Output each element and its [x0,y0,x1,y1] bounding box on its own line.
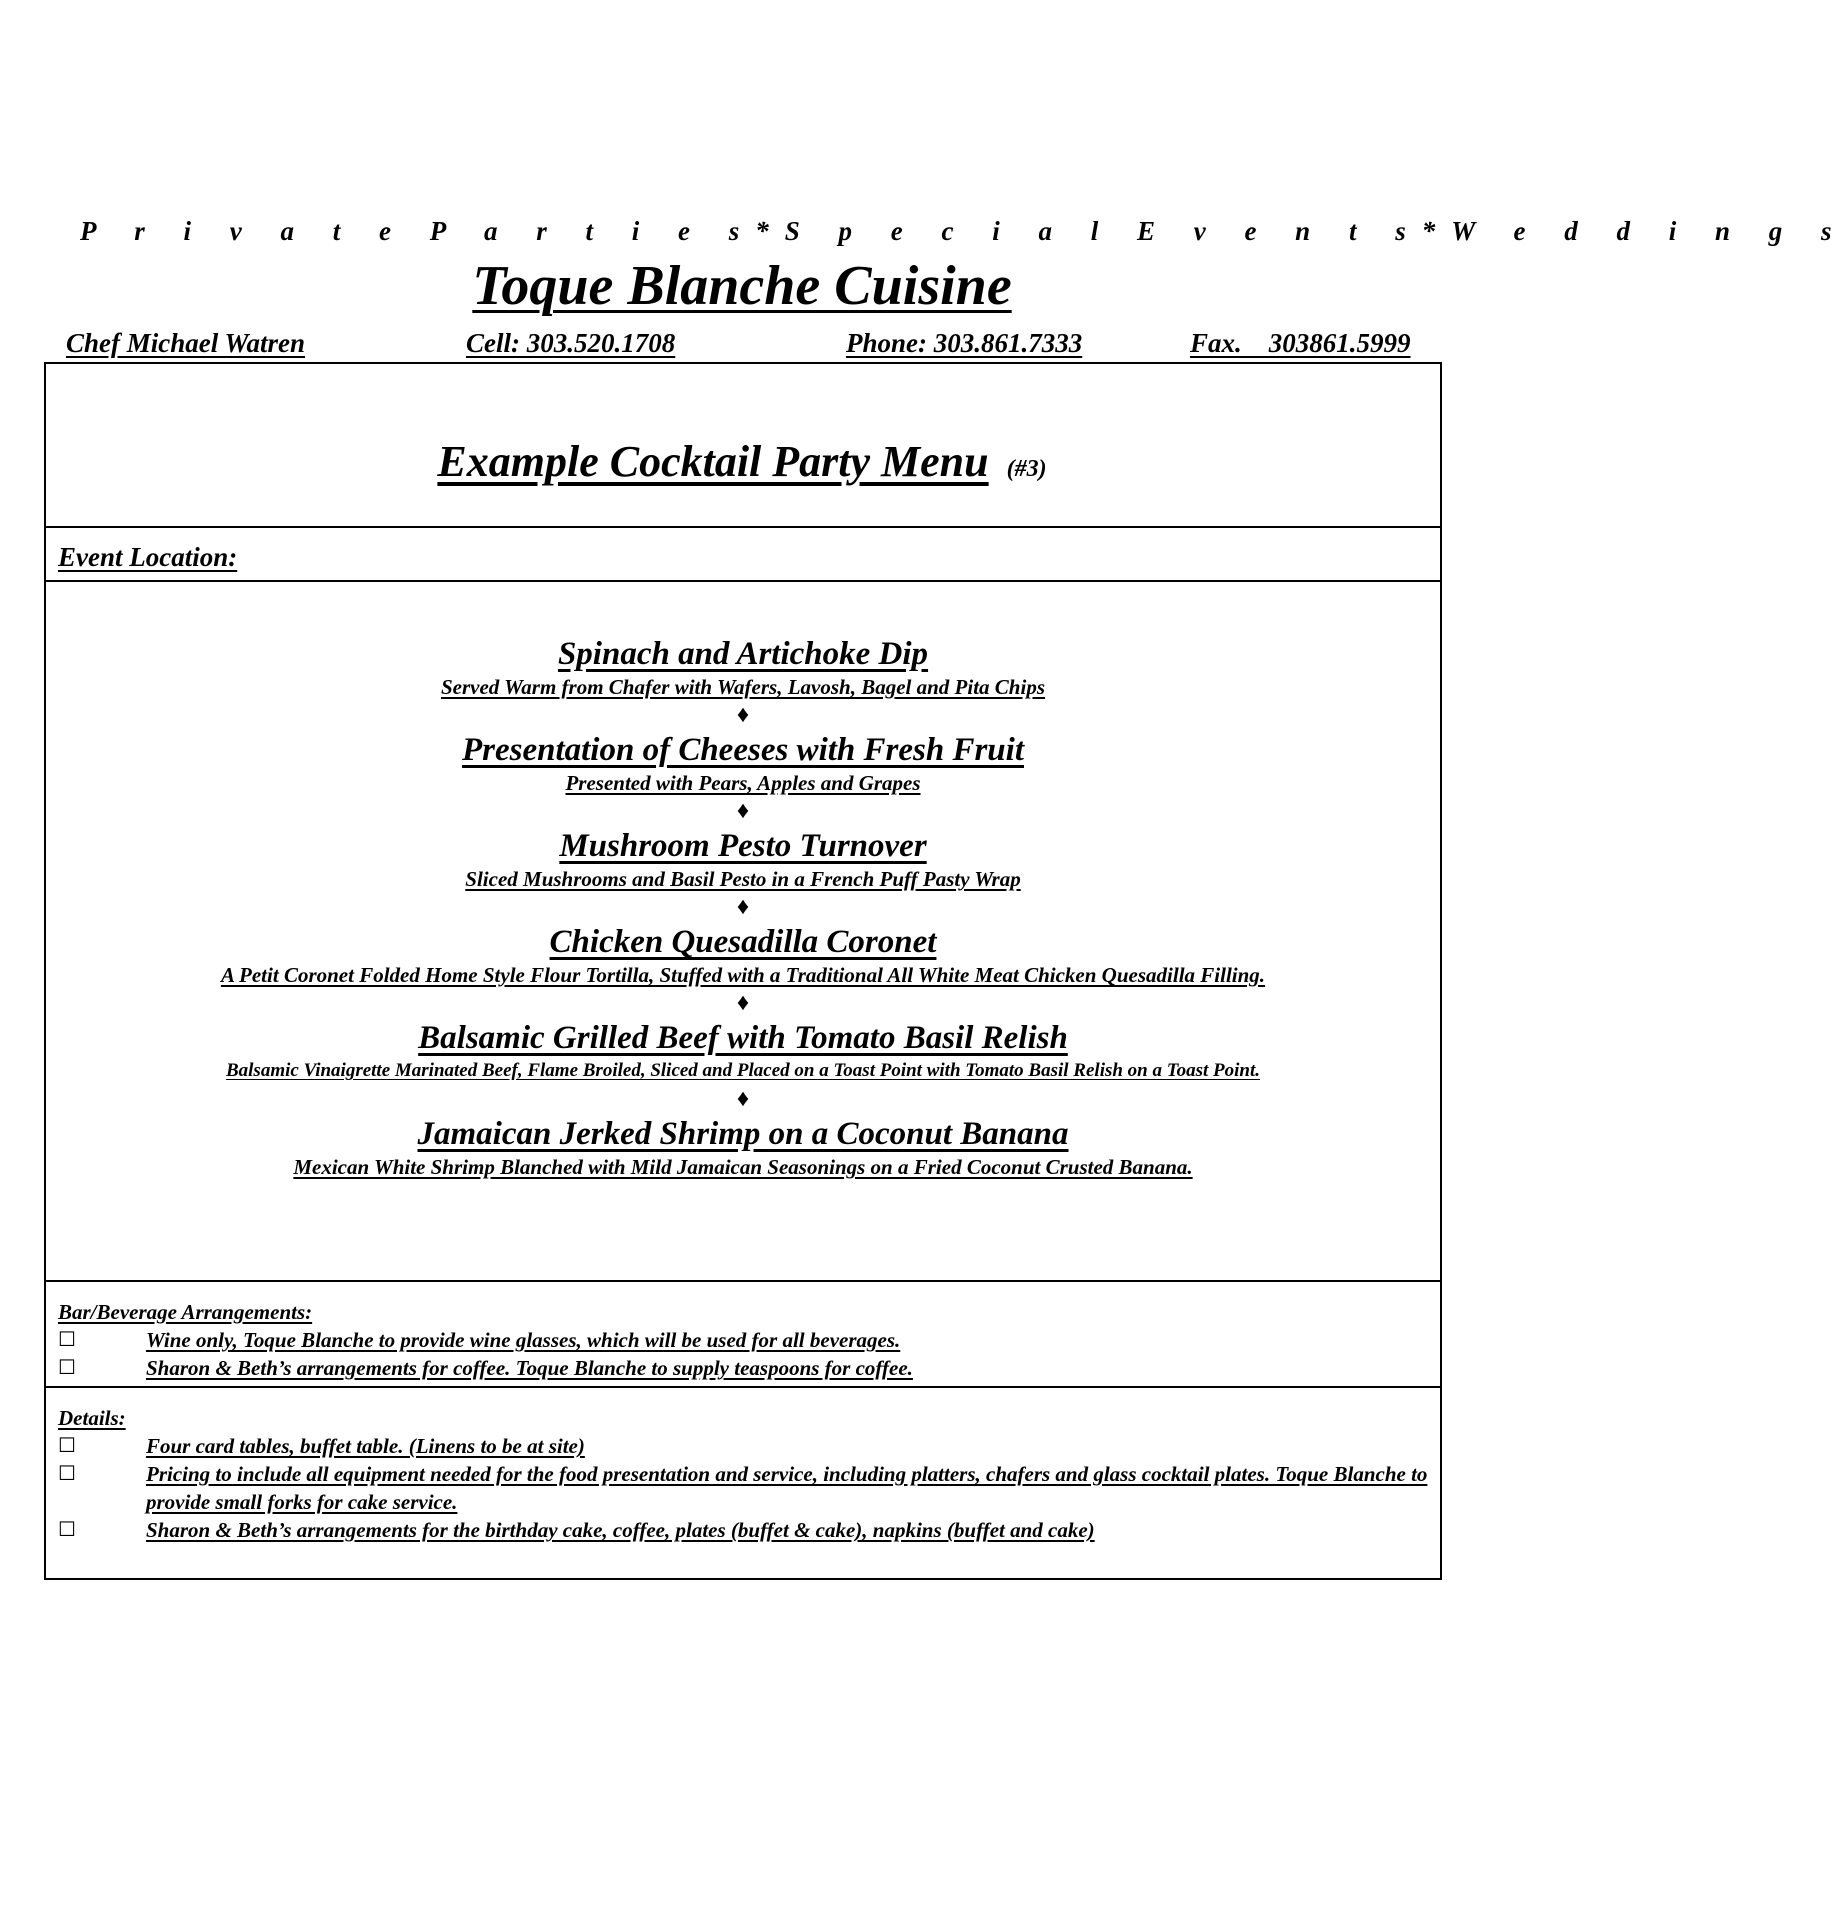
event-location-box [44,526,1442,582]
dish-description: Mexican White Shrimp Blanched with Mild Jamaican Seasonings on a Fried Coconut Crusted Banana. [293,1155,1193,1179]
list-item [58,1516,1428,1544]
contact-row [0,328,1484,364]
chef-name: Chef Michael Watren [66,328,306,358]
bar-section [58,1298,1428,1382]
checkbox-icon[interactable]: ☐ [58,1435,76,1457]
checkbox-icon[interactable]: ☐ [58,1329,76,1351]
tagline-private-parties: P r i v a t e P a r t i e s [80,216,756,246]
list-item [58,1432,1428,1460]
diamond-separator-icon: ♦ [736,798,750,824]
dish-description: Balsamic Vinaigrette Marinated Beef, Flame Broiled, Sliced and Placed on a Toast Point with Tomato Basil Relish on a Toast Point. [225,1060,1261,1081]
menu-title-text: Example Cocktail Party Menu [437,437,989,486]
checkbox-icon[interactable]: ☐ [58,1519,76,1541]
details-item-text: Pricing to include all equipment needed for the food presentation and service, including platters, chafers and glass cocktail plates. Toque Blanche to provide small forks for cake service. [146,1462,1428,1514]
checkbox-icon[interactable]: ☐ [58,1463,76,1485]
menu-title [0,436,1484,495]
dish-description: Presented with Pears, Apples and Grapes [565,771,921,795]
bar-heading: Bar/Beverage Arrangements: [58,1300,313,1324]
tagline [80,216,1848,247]
diamond-separator-icon: ♦ [736,1086,750,1112]
details-item-text: Four card tables, buffet table. (Linens to be at site) [146,1434,585,1458]
menu-number: (#3) [1006,456,1047,482]
tagline-special-events: S p e c i a l E v e n t s [784,216,1422,246]
checkbox-icon[interactable]: ☐ [58,1357,76,1379]
details-heading: Details: [58,1406,126,1430]
cell-number: Cell: 303.520.1708 [466,328,676,358]
tagline-separator: * [755,216,785,246]
diamond-separator-icon: ♦ [736,990,750,1016]
details-item-text: Sharon & Beth’s arrangements for the birthday cake, coffee, plates (buffet & cake), napkins (buffet and cake) [146,1518,1095,1542]
diamond-separator-icon: ♦ [736,702,750,728]
dish-description: Sliced Mushrooms and Basil Pesto in a French Puff Pasty Wrap [465,867,1021,891]
fax-number: Fax. 303861.5999 [1190,328,1411,358]
phone-number: Phone: 303.861.7333 [846,328,1083,358]
dish-name: Presentation of Cheeses with Fresh Fruit [461,732,1024,768]
list-item [58,1326,1428,1354]
dish-description: A Petit Coronet Folded Home Style Flour Tortilla, Stuffed with a Traditional All White Meat Chicken Quesadilla Filling. [220,963,1266,987]
event-location-label: Event Location: [58,542,238,572]
bar-item-text: Wine only, Toque Blanche to provide wine glasses, which will be used for all beverages. [146,1328,901,1352]
dish-name: Jamaican Jerked Shrimp on a Coconut Banana [417,1116,1069,1152]
dish-name: Balsamic Grilled Beef with Tomato Basil Relish [418,1020,1068,1056]
dish-name: Mushroom Pesto Turnover [559,828,927,864]
list-item [58,1460,1428,1516]
diamond-separator-icon: ♦ [736,894,750,920]
dish-list [44,634,1442,1180]
dish-name: Spinach and Artichoke Dip [557,636,929,672]
dish-name: Chicken Quesadilla Coronet [549,924,937,960]
list-item [58,1354,1428,1382]
brand-title: Toque Blanche Cuisine [472,255,1012,317]
tagline-weddings: W e d d i n g s [1451,216,1848,246]
bar-item-text: Sharon & Beth’s arrangements for coffee. Toque Blanche to supply teaspoons for coffee. [146,1356,913,1380]
details-section [58,1404,1428,1544]
dish-description: Served Warm from Chafer with Wafers, Lavosh, Bagel and Pita Chips [440,675,1045,699]
tagline-separator: * [1421,216,1452,246]
